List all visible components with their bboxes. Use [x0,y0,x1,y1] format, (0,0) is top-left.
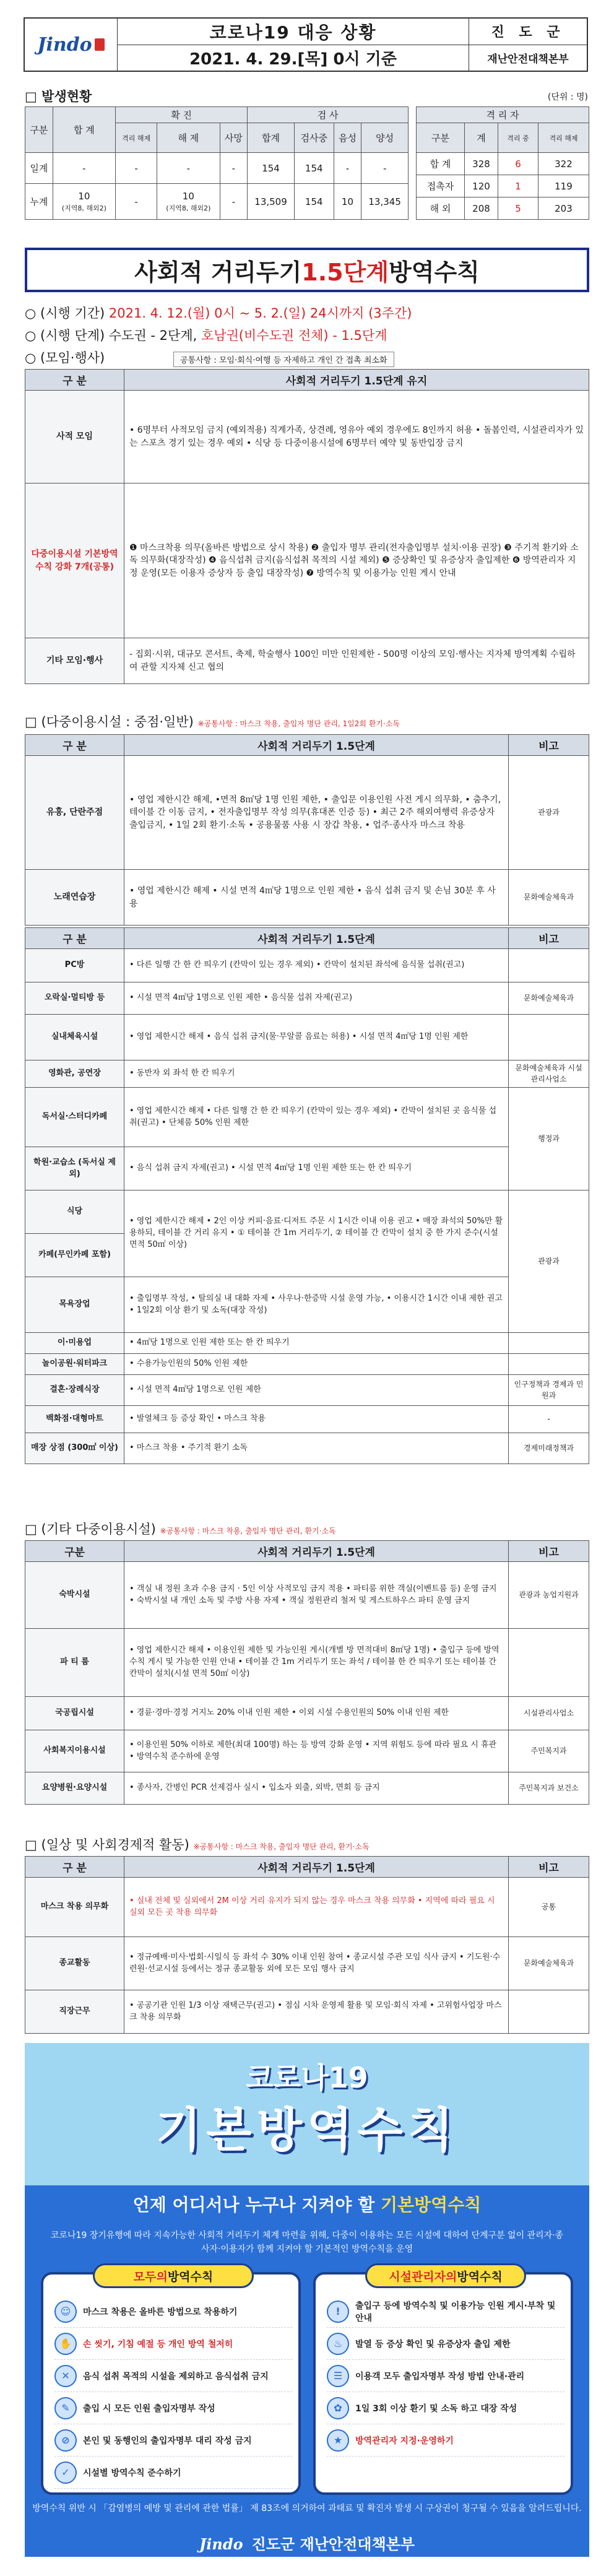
list-item: ✋ 손 씻기, 기침 예절 등 개인 방역 철저히 [54,2328,292,2360]
poster-title-2: 기본방역수칙 [155,2102,459,2158]
list-item: ✕ 음식 섭취 목적의 시설을 제외하고 음식섭취 금지 [54,2360,292,2392]
poster-brand: Jindo 진도군 재난안전대책본부 [199,2535,415,2553]
mask-icon: ☺ [54,2301,77,2323]
distancing-banner: 사회적 거리두기 1.5단계 방역수칙 [25,248,589,292]
table-row: 이·미용업 • 4㎡당 1명으로 인원 제한 또는 한 칸 띄우기 [25,1333,589,1354]
table-row: 해 외 208 5 203 [417,197,589,220]
register-icon: ✎ [54,2397,77,2419]
table-row: 요양병원·요양시설 • 종사자, 간병인 PCR 선제검사 실시 • 입소자 외출, 외박, 면회 등 금지 주민복지과 보건소 [25,1772,589,1805]
rules-icon: ✓ [54,2461,77,2484]
facilities-table-1: 구 분 사회적 거리두기 1.5단계 비고 유흥, 단란주점 • 영업 제한시간 해제, •면적 8㎡당 1명 인원 제한, • 출입문 이용인원 사전 게시 의무화, • 춤추기, 테이블 간 이동 금지, • 전자출입명부 작성 의무(휴대폰 인증 등) • 최근 2주 해외여행력 유증상자 출입금지, • 1일 2회 환기·소독 • 공용물품 사용 시 장갑 착용, • 업주·종사자 마스크 착용 관광과 노래연습장 • 영업 제한시간 해제 • 시설 면적 4㎡당 1명으로 인원 제한 • 음식 섭취 금지 및 손님 30분 후 사용 문화예술체육과 [25,734,589,926]
table-row: 식당 • 영업 제한시간 해제 • 2인 이상 커피·음료·디저트 주문 시 1시간 이내 이용 권고 • 매장 좌석의 50%만 활용하되, 테이블 간 거리 유지 • ① 테이블 간 1m 거리두기, ② 테이블 간 칸막이 설치 중 한 가지 준수(시설 면적 50㎡ 이상) 관광과 [25,1190,589,1234]
notice-icon: ! [327,2301,349,2323]
sub-release: 해 제 [157,123,220,153]
list-item: ☺ 마스크 착용은 올바른 방법으로 착용하기 [54,2296,292,2328]
table-row: 카페(무인카페 포함) [25,1234,589,1277]
table-row: 기타 모임·행사 - 집회·시위, 대규모 콘서트, 축제, 학술행사 100인 미만 인원제한 - 500명 이상의 모임·행사는 지자체 방역계획 수립하여 관할 지자체 신고 협의 [25,638,589,684]
sub-negative: 음성 [334,123,361,153]
table-row: 일계 - - - - 154 154 - - [25,153,409,184]
thermometer-icon: ♨ [327,2333,349,2355]
table-row: 노래연습장 • 영업 제한시간 해제 • 시설 면적 4㎡당 1명으로 인원 제한 • 음식 섭취 금지 및 손님 30분 후 사용 문화예술체육과 [25,870,589,926]
table-row: 종교활동 • 정규예배·미사·법회·시일식 등 좌석 수 30% 이내 인원 참여 • 종교시설 주관 모임 식사 금지 • 기도원·수련원·선교시설 등에서는 정규 종교활동 외에 모든 모임 행사 금지 문화예술체육과 [25,1937,589,1990]
list-item: ☰ 이용객 모두 출입자명부 작성 방법 안내·관리 [327,2360,564,2392]
facilities-table-2: 구 분 사회적 거리두기 1.5단계 비고 PC방 • 다른 일행 간 한 칸 띄우기 (칸막이 있는 경우 제외) • 칸막이 설치된 좌석에 음식물 섭취(권고) 오락실·멀티방 등 • 시설 면적 4㎡당 1명으로 인원 제한 • 음식물 섭취 자제(권고) 문화예술체육과 실내체육시설 • 영업 제한시간 해제 • 음식 섭취 금지(물·무알콜 음료는 허용) • 시설 면적 4㎡당 1명 인원 제한 영화관, 공연장 • 동반자 외 좌석 한 칸 띄우기 문화예술체육과 시설관리사업소 독서실·스터디카페 • 영업 제한시간 해제 • 다른 일행 간 한 칸 띄우기 (칸막이 있는 경우 제외) • 칸막이 설치된 곳 음식물 섭취(권고) • 단체룸 50% 인원 제한 행정과 학원·교습소 (독서실 제외) • 음식 섭취 금지 자제(권고) • 시설 면적 4㎡당 1명 인원 제한 또는 한 칸 띄우기 식당 • 영업 제한시간 해제 • 2인 이상 커피·음료·디저트 주문 시 1시간 이내 이용 권고 • 매장 좌석의 50%만 활용하되, 테이블 간 거리 유지 • ① 테이블 간 1m 거리두기, ② 테이블 간 칸막이 설치 중 한 가지 준수(시설 면적 50㎡ 이상) 관광과 카페(무인카페 포함) 목욕장업 • 출입명부 작성, • 탈의실 내 대화 자제 • 사우나·한증막 시설 운영 가능, • 이용시간 1시간 이내 제한 권고 • 1일2회 이상 환기 및 소독(대장 작성) 이·미용업 • 4㎡당 1명으로 인원 제한 또는 한 칸 띄우기 놀이공원·워터파크 • 수용가능인원의 50% 인원 제한 결혼·장례식장 • 시설 면적 4㎡당 1명으로 인원 제한 인구정책과 경제과 민원과 백화점·대형마트 • 발열체크 등 증상 확인 • 마스크 착용 - 매장 상점 (300㎡ 이상) • 마스크 착용 • 주기적 환기 소독 경제미래정책과 [25,927,589,1464]
food-icon: ✕ [54,2365,77,2387]
gathering-line: ○ (모임·행사) [25,350,105,365]
table-row: 국공립시설 • 경륜·경마·경정 거지노 20% 이내 인원 제한 • 이외 시설 수용인원의 50% 이내 인원 제한 시설관리사업소 [25,1697,589,1730]
manager-icon: ★ [327,2429,349,2452]
report-header [24,17,588,72]
sub-death: 사망 [220,123,248,153]
table-row: 합 계 328 6 322 [417,153,589,175]
list-item: ★ 방역관리자 지정·운영하기 [327,2424,564,2457]
status-table [25,106,409,220]
table-row: 영화관, 공연장 • 동반자 외 좌석 한 칸 띄우기 문화예술체육과 시설관리사업소 [25,1060,589,1088]
table-row: 실내체육시설 • 영업 제한시간 해제 • 음식 섭취 금지(물·무알콜 음료는 허용) • 시설 면적 4㎡당 1명 인원 제한 [25,1015,589,1060]
table-row: 숙박시설 • 객실 내 정원 초과 수용 금지 · 5인 이상 사적모임 금지 적용 • 파티룸 위한 객실(이벤트룸 등) 운영 금지 • 숙박시설 내 개인 소독 및 주방 사용 자제 • 객실 정원관리 철저 및 게스트하우스 파티 운영 금지 관광과 농업지원과 [25,1562,589,1629]
report-title: 코로나19 대응 상황 [118,19,469,45]
table-row: 파 티 룸 • 영업 제한시간 해제 • 이용인원 제한 및 가능인원 게시(개별 방 면적대비 8㎡당 1명) • 출입구 등에 방역 수칙 게시 및 가능한 인원 안내 • 테이블 간 1m 거리두기 또는 좌석 / 테이블 한 칸 띄우기 또는 테이블 간 칸막이 설치(시설 면적 50㎡ 이상) [25,1629,589,1697]
col-total: 합 계 [53,107,115,153]
gathering-table: 구 분 사회적 거리두기 1.5단계 유지 사적 모임 • 6명부터 사적모임 금지 (예외적용) 직계가족, 상견례, 영유아 예외 경우에도 8인까지 허용 • 돌봄인력, 시설관리자가 있는 스포츠 경기 있는 경우 예외 • 식당 등 다중이용시설에 6명부터 예약 및 동반입장 금지 다중이용시설 기본방역수칙 강화 7개(공통) ❶ 마스크착용 의무(올바른 방법으로 상시 착용) ❷ 출입자 명부 관리(전자출입명부 설치·이용 권장) ❸ 주기적 환기와 소독 의무화(대장작성) ❹ 음식섭취 금지(음식섭취 목적의 시설 제외) ❺ 증상확인 및 유증상자 출입제한 ❻ 방역관리자 지정 운영(모든 이용자 증상자 등 출입 대장작성) ❼ 방역수칙 및 이용가능 인원 게시 안내 기타 모임·행사 - 집회·시위, 대규모 콘서트, 축제, 학술행사 100인 미만 인원제한 - 500명 이상의 모임·행사는 지자체 방역계획 수립하여 관할 지자체 신고 협의 [25,369,589,684]
manager-rules-box: 시설관리자의 방역수칙 ! 출입구 등에 방역수칙 및 이용가능 인원 게시·부착 및 안내 ♨ 발열 등 증상 확인 및 유증상자 출입 제한 ☰ 이용객 모두 출입자명부 작성 방법 안내·관리 ✿ 1일 3회 이상 환기 및 소독 하고 대장 작성 ★ 방역관리자 지정·운영하기 [313,2272,573,2495]
other-facilities-title: □ (기타 다중이용시설) ※공통사항 : 마스크 착용, 출입자 명단 관리, 환기·소독 [25,1522,336,1537]
period-line: ○ (시행 기간) 2021. 4. 12.(월) 0시 ~ 5. 2.(일) 24시까지 (3주간) [25,306,412,321]
table-row: 오락실·멀티방 등 • 시설 면적 4㎡당 1명으로 인원 제한 • 음식물 섭취 자제(권고) 문화예술체육과 [25,982,589,1015]
status-section-title: □ 발생현황 [25,89,92,104]
list-item: ! 출입구 등에 방역수칙 및 이용가능 인원 게시·부착 및 안내 [327,2296,564,2328]
table-row: 접촉자 120 1 119 [417,175,589,197]
poster-footer: 방역수칙 위반 시 「감염병의 예방 및 관리에 관한 법률」 제 83조에 의거하여 과태료 및 확진자 발생 시 구상권이 청구될 수 있음을 알려드립니다. [32,2504,582,2513]
table-row: 놀이공원·워터파크 • 수용가능인원의 50% 인원 제한 [25,1354,589,1375]
daily-title: □ (일상 및 사회경제적 활동) ※공통사항 : 마스크 착용, 출입자 명단 관리, 환기·소독 [25,1837,370,1852]
col-gubun: 구분 [25,107,53,153]
table-row: 학원·교습소 (독서실 제외) • 음식 섭취 금지 자제(권고) • 시설 면적 4㎡당 1명 인원 제한 또는 한 칸 띄우기 [25,1147,589,1190]
org-county: 진 도 군 [469,19,587,45]
table-row: 결혼·장례식장 • 시설 면적 4㎡당 1명으로 인원 제한 인구정책과 경제과 민원과 [25,1375,589,1406]
list-item: ✓ 시설별 방역수칙 준수하기 [54,2457,292,2489]
sub-cured: 격리 해제 [116,123,157,153]
table-row: 유흥, 단란주점 • 영업 제한시간 해제, •면적 8㎡당 1명 인원 제한, • 출입문 이용인원 사전 게시 의무화, • 춤추기, 테이블 간 이동 금지, • 전자출입명부 작성 의무(휴대폰 인증 등) • 최근 2주 해외여행력 유증상자 출입금지, • 1일 2회 환기·소독 • 공용물품 사용 시 장갑 착용, • 업주·종사자 마스크 착용 관광과 [25,756,589,870]
col-isolation: 격 리 자 [417,107,589,123]
table-row: 마스크 착용 의무화 • 실내 전체 및 실외에서 2M 이상 거리 유지가 되지 않는 경우 마스크 착용 의무화 • 지역에 따라 필요 시 실외 모든 곳 착용 의무화 공통 [25,1878,589,1937]
table-row: 백화점·대형마트 • 발열체크 등 증상 확인 • 마스크 착용 - [25,1406,589,1433]
everyone-rules-box: 모두의 방역수칙 ☺ 마스크 착용은 올바른 방법으로 착용하기 ✋ 손 씻기, 기침 예절 등 개인 방역 철저히 ✕ 음식 섭취 목적의 시설을 제외하고 음식섭취 금지 ✎ 출입 시 모든 인원 출입자명부 작성 ⊘ 본인 및 동행인의 출입자명부 대리 작성 금지 ✓ 시설별 방역수칙 준수하기 [41,2272,301,2495]
list-icon: ☰ [327,2365,349,2387]
logo-text: Jindo [37,33,92,56]
table-row: 독서실·스터디카페 • 영업 제한시간 해제 • 다른 일행 간 한 칸 띄우기 (칸막이 있는 경우 제외) • 칸막이 설치된 곳 음식물 섭취(권고) • 단체룸 50% 인원 제한 행정과 [25,1088,589,1147]
report-date: 2021. 4. 29.[목] 0시 기준 [189,50,397,69]
list-item: ✎ 출입 시 모든 인원 출입자명부 작성 [54,2392,292,2424]
sub-testing: 검사중 [294,123,334,153]
table-row: 목욕장업 • 출입명부 작성, • 탈의실 내 대화 자제 • 사우나·한증막 시설 운영 가능, • 이용시간 1시간 이내 제한 권고 • 1일2회 이상 환기 및 소독(대장 작성) [25,1277,589,1333]
list-item: ♨ 발열 등 증상 확인 및 유증상자 출입 제한 [327,2328,564,2360]
logo-mark-icon [95,38,105,51]
table-row: 다중이용시설 기본방역수칙 강화 7개(공통) ❶ 마스크착용 의무(올바른 방법으로 상시 착용) ❷ 출입자 명부 관리(전자출입명부 설치·이용 권장) ❸ 주기적 환기와 소독 의무화(대장작성) ❹ 음식섭취 금지(음식섭취 목적의 시설 제외) ❺ 증상확인 및 유증상자 출입제한 ❻ 방역관리자 지정 운영(모든 이용자 증상자 등 출입 대장작성) ❼ 방역수칙 및 이용가능 인원 게시 안내 [25,484,589,638]
isolation-table: 격 리 자 구분 계 격리 중 격리 해제 합 계 328 6 322 접촉자 120 1 119 해 외 208 5 203 [416,106,589,220]
table-row: 사적 모임 • 6명부터 사적모임 금지 (예외적용) 직계가족, 상견례, 영유아 예외 경우에도 8인까지 허용 • 돌봄인력, 시설관리자가 있는 스포츠 경기 있는 경우 예외 • 식당 등 다중이용시설에 6명부터 예약 및 동반입장 금지 [25,391,589,484]
list-item: ✿ 1일 3회 이상 환기 및 소독 하고 대장 작성 [327,2392,564,2424]
hand-wash-icon: ✋ [54,2333,77,2355]
table-row: 사회복지이용시설 • 이용인원 50% 이하로 제한(최대 100명) 하는 등 방역 강화 운영 • 지역 위험도 등에 따라 필요 시 휴관 • 방역수칙 준수하에 운영 주민복지과 [25,1730,589,1772]
table-row: 누계 10 (지역8, 해외2) - 10 (지역8, 해외2) - 13,509 154 10 13,345 [25,184,409,220]
table-row: 매장 상점 (300㎡ 이상) • 마스크 착용 • 주기적 환기 소독 경제미래정책과 [25,1433,589,1464]
poster-title-1: 코로나19 [246,2061,368,2094]
table-row: PC방 • 다른 일행 간 한 칸 띄우기 (칸막이 있는 경우 제외) • 칸막이 설치된 좌석에 음식물 섭취(권고) [25,949,589,982]
jindo-logo [25,19,118,71]
common-notice: 공통사항 : 모임·회식·여행 등 자제하고 개인 간 접촉 최소화 [173,352,394,367]
basic-rules-poster [25,2043,589,2557]
table-row: 직장근무 • 공공기관 인원 1/3 이상 재택근무(권고) • 점심 시차 운영제 활용 및 모임·회식 자제 • 고위험사업장 마스크 착용 의무화 [25,1990,589,2034]
daily-table: 구 분 사회적 거리두기 1.5단계 비고 마스크 착용 의무화 • 실내 전체 및 실외에서 2M 이상 거리 유지가 되지 않는 경우 마스크 착용 의무화 • 지역에 따라 필요 시 실외 모든 곳 착용 의무화 공통 종교활동 • 정규예배·미사·법회·시일식 등 좌석 수 30% 이내 인원 참여 • 종교시설 주관 모임 식사 금지 • 기도원·수련원·선교시설 등에서는 정규 종교활동 외에 모든 모임 행사 금지 문화예술체육과 직장근무 • 공공기관 인원 1/3 이상 재택근무(권고) • 점심 시차 운영제 활용 및 모임·회식 자제 • 고위험사업장 마스크 착용 의무화 [25,1856,589,2034]
stage-line: ○ (시행 단계) 수도권 - 2단계, 호남권(비수도권 전체) - 1.5단계 [25,328,387,343]
facilities-title: □ (다중이용시설 : 중점·일반) ※공통사항 : 마스크 착용, 출입자 명단 관리, 1일2회 환기·소독 [25,714,400,729]
ventilation-icon: ✿ [327,2397,349,2419]
col-confirmed: 확 진 [116,107,248,123]
sub-positive: 양성 [361,123,409,153]
list-item: ⊘ 본인 및 동행인의 출입자명부 대리 작성 금지 [54,2424,292,2457]
sub-test-sum: 합계 [248,123,295,153]
col-test: 검 사 [248,107,409,123]
no-proxy-icon: ⊘ [54,2429,77,2452]
status-unit: (단위 : 명) [547,92,588,102]
poster-slogan: 언제 어디서나 누구나 지켜야 할 기본방역수칙 [132,2195,482,2215]
org-headquarters: 재난안전대책본부 [487,53,569,66]
facilities-table-3: 구분 사회적 거리두기 1.5단계 비고 숙박시설 • 객실 내 정원 초과 수용 금지 · 5인 이상 사적모임 금지 적용 • 파티룸 위한 객실(이벤트룸 등) 운영 금지 • 숙박시설 내 개인 소독 및 주방 사용 자제 • 객실 정원관리 철저 및 게스트하우스 파티 운영 금지 관광과 농업지원과 파 티 룸 • 영업 제한시간 해제 • 이용인원 제한 및 가능인원 게시(개별 방 면적대비 8㎡당 1명) • 출입구 등에 방역 수칙 게시 및 가능한 인원 안내 • 테이블 간 1m 거리두기 또는 좌석 / 테이블 한 칸 띄우기 또는 테이블 간 칸막이 설치(시설 면적 50㎡ 이상) 국공립시설 • 경륜·경마·경정 거지노 20% 이내 인원 제한 • 이외 시설 수용인원의 50% 이내 인원 제한 시설관리사업소 사회복지이용시설 • 이용인원 50% 이하로 제한(최대 100명) 하는 등 방역 강화 운영 • 지역 위험도 등에 따라 필요 시 휴관 • 방역수칙 준수하에 운영 주민복지과 요양병원·요양시설 • 종사자, 간병인 PCR 선제검사 실시 • 입소자 외출, 외박, 면회 등 금지 주민복지과 보건소 [25,1540,589,1805]
poster-description: 코로나19 장기유행에 따라 지속가능한 사회적 거리두기 체계 마련을 위해, 다중이 이용하는 모든 시설에 대하여 단계구분 없이 관리자·종사자·이용자가 함께 지켜야 할 기본적인 방역수칙을 운영 [50,2231,564,2255]
